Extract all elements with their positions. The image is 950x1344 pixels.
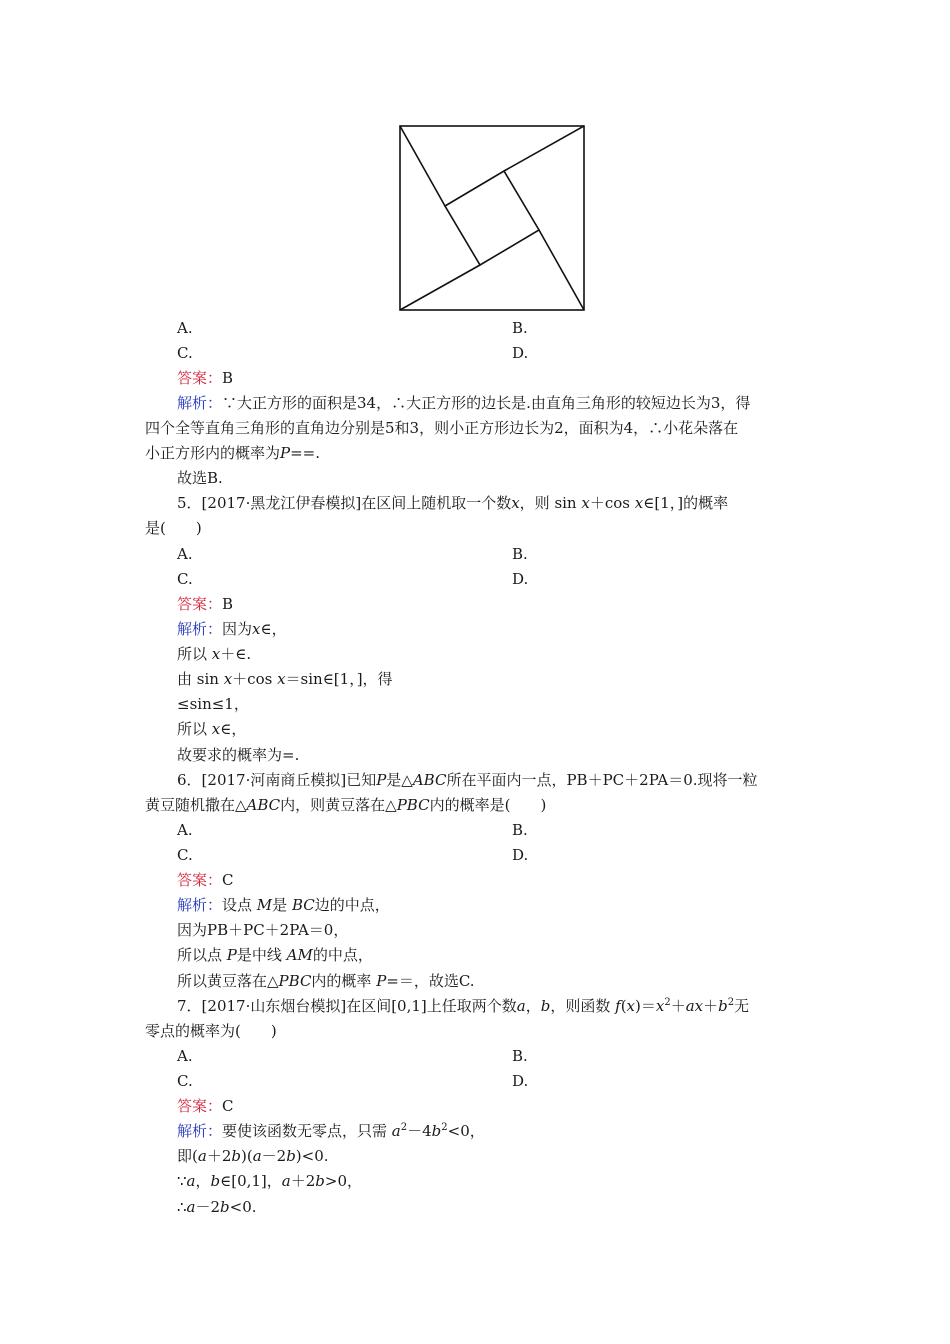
text: ＋cos — [589, 494, 635, 512]
text: ∈[0,1]， — [220, 1172, 282, 1190]
text: 6．[2017·河南商丘模拟]已知 — [177, 771, 377, 789]
var-bc: BC — [291, 896, 315, 914]
var-a: a — [281, 1172, 291, 1190]
var-b: b — [718, 997, 728, 1015]
text: 黄豆随机撒在△ — [145, 796, 247, 814]
var-x: x — [252, 620, 261, 638]
q5-stem-line-2: 是( ) — [145, 519, 202, 537]
q6-analysis-line-1 — [177, 895, 390, 915]
text: >0， — [324, 1172, 363, 1190]
text: 所以 — [177, 645, 212, 663]
var-b: b — [540, 997, 551, 1015]
var-b: b — [210, 1172, 221, 1190]
q4-option-d: D. — [512, 344, 529, 362]
outer-square — [400, 126, 584, 310]
text: －2 — [195, 1198, 221, 1216]
var-pbc: PBC — [396, 796, 430, 814]
q7-option-c: C. — [177, 1072, 193, 1090]
triangle-edge-1 — [400, 126, 445, 206]
text: 是中线 — [236, 946, 287, 964]
text: ，则 sin — [519, 494, 582, 512]
q7-analysis-line-4 — [177, 1197, 257, 1217]
var-x: x — [223, 670, 233, 688]
var-abc: ABC — [246, 796, 281, 814]
q5-analysis-line-4: ≤sin≤1， — [177, 695, 249, 713]
text: 是 — [272, 896, 292, 914]
text: ∈， — [220, 720, 247, 738]
text: )<0. — [295, 1147, 329, 1165]
var-a: a — [186, 1172, 196, 1190]
text: <0， — [447, 1122, 485, 1140]
text: ∵ — [177, 1172, 187, 1190]
text: 由 sin — [177, 670, 224, 688]
var-f: f — [615, 997, 621, 1015]
text: ＋2 — [206, 1147, 232, 1165]
exponent: 2 — [441, 1122, 448, 1133]
text: ( — [620, 997, 627, 1015]
var-a: a — [197, 1147, 207, 1165]
var-a: a — [186, 1198, 196, 1216]
answer-label: 答案： — [177, 595, 223, 613]
var-a: a — [391, 1122, 401, 1140]
var-x: x — [211, 720, 221, 738]
q6-answer — [177, 870, 234, 890]
var-a: a — [252, 1147, 262, 1165]
var-p: P — [226, 946, 237, 964]
text: ∴ — [177, 1198, 187, 1216]
var-p: P — [376, 771, 387, 789]
text: 设点 — [222, 896, 257, 914]
text: 是△ — [386, 771, 413, 789]
exponent: 2 — [727, 997, 735, 1008]
text: 边的中点， — [314, 896, 390, 914]
answer-value: B — [222, 369, 234, 387]
q6-analysis-line-2: 因为PB＋PC＋2PA＝0， — [177, 921, 349, 939]
q5-analysis-line-5 — [177, 719, 246, 739]
var-x: x — [211, 645, 221, 663]
exponent: 2 — [664, 997, 671, 1008]
var-x: x — [634, 494, 644, 512]
q4-analysis-line-4: 故选B. — [177, 469, 223, 487]
text: 内，则黄豆落在△ — [280, 796, 397, 814]
text: 所以 — [177, 720, 212, 738]
text: ＋ — [670, 997, 686, 1015]
q7-option-d: D. — [512, 1072, 529, 1090]
q7-analysis-line-3 — [177, 1171, 362, 1191]
q5-analysis-line-6: 故要求的概率为=. — [177, 746, 300, 764]
q7-analysis-line-2 — [177, 1146, 329, 1166]
var-x: x — [655, 997, 665, 1015]
q6-analysis-line-4 — [177, 971, 475, 991]
q5-option-b: B. — [512, 545, 528, 563]
var-am: AM — [286, 946, 313, 964]
q4-analysis-line-2: 四个全等直角三角形的直角边分别是5和3，则小正方形边长为2，面积为4，∴小花朵落在 — [145, 419, 739, 437]
text: －4 — [407, 1122, 432, 1140]
text: ＝sin∈[1，]，得 — [285, 670, 393, 688]
answer-value: C — [222, 871, 234, 889]
var-b: b — [315, 1172, 325, 1190]
exponent: 2 — [400, 1122, 408, 1133]
q4-analysis-line-1 — [177, 393, 750, 413]
answer-label: 答案： — [177, 871, 223, 889]
q6-option-a: A. — [177, 821, 193, 839]
var-x: x — [581, 494, 590, 512]
analysis-label: 解析： — [177, 1122, 223, 1140]
analysis-label: 解析： — [177, 394, 223, 412]
text: 小正方形内的概率为 — [145, 444, 281, 462]
text: ==. — [290, 444, 321, 462]
text: 7．[2017·山东烟台模拟]在区间[0,1]上任取两个数 — [177, 997, 517, 1015]
text: ∈， — [260, 620, 287, 638]
text: 所在平面内一点，PB＋PC＋2PA＝0.现将一粒 — [446, 771, 758, 789]
var-x: x — [511, 494, 520, 512]
q6-option-b: B. — [512, 821, 528, 839]
q7-answer — [177, 1096, 234, 1116]
q6-stem-line-1 — [177, 770, 758, 790]
q5-analysis-line-2 — [177, 644, 251, 664]
q5-analysis-line-1 — [177, 619, 287, 639]
q7-stem-line-2: 零点的概率为( ) — [145, 1022, 277, 1040]
q4-option-b: B. — [512, 319, 528, 337]
q5-answer — [177, 594, 233, 614]
analysis-label: 解析： — [177, 896, 223, 914]
var-a: a — [516, 997, 526, 1015]
text: 内的概率是( ) — [429, 796, 547, 814]
text: 要使该函数无零点，只需 — [222, 1122, 392, 1140]
triangle-edge-3 — [539, 230, 584, 310]
q4-answer — [177, 368, 233, 388]
q6-stem-line-2 — [145, 795, 546, 815]
text: 内的概率 — [311, 972, 377, 990]
analysis-text: ∵大正方形的面积是34，∴大正方形的边长是.由直角三角形的较短边长为3，得 — [222, 394, 751, 412]
var-pbc: PBC — [278, 972, 312, 990]
text: ＋2 — [290, 1172, 316, 1190]
answer-value: C — [222, 1097, 234, 1115]
text: 因为 — [222, 620, 253, 638]
text: ， — [525, 997, 541, 1015]
text: 无 — [734, 997, 750, 1015]
var-m: M — [256, 896, 273, 914]
text: －2 — [261, 1147, 287, 1165]
q5-option-d: D. — [512, 570, 529, 588]
var-x: x — [277, 670, 286, 688]
q5-option-a: A. — [177, 545, 193, 563]
var-b: b — [431, 1122, 442, 1140]
triangle-edge-2 — [504, 126, 584, 171]
q6-option-d: D. — [512, 846, 529, 864]
text: ， — [195, 1172, 211, 1190]
var-b: b — [220, 1198, 230, 1216]
text: 所以黄豆落在△ — [177, 972, 279, 990]
text: ＋cos — [232, 670, 278, 688]
text: ∈[1，]的概率 — [643, 494, 729, 512]
answer-value: B — [222, 595, 234, 613]
var-b: b — [286, 1147, 296, 1165]
text: ＋∈. — [220, 645, 252, 663]
text: ，则函数 — [550, 997, 616, 1015]
q4-option-a: A. — [177, 319, 193, 337]
answer-label: 答案： — [177, 369, 223, 387]
text: <0. — [229, 1198, 257, 1216]
var-x: x — [626, 997, 636, 1015]
text: ＋ — [703, 997, 719, 1015]
var-abc: ABC — [412, 771, 447, 789]
text: =＝，故选C. — [386, 972, 475, 990]
var-p: P — [280, 444, 291, 462]
q6-analysis-line-3 — [177, 945, 373, 965]
var-p: P — [376, 972, 387, 990]
text: 5．[2017·黑龙江伊春模拟]在区间上随机取一个数 — [177, 494, 512, 512]
q5-analysis-line-3 — [177, 669, 393, 689]
analysis-label: 解析： — [177, 620, 223, 638]
var-ax: ax — [685, 997, 704, 1015]
text: 的中点， — [312, 946, 373, 964]
q5-option-c: C. — [177, 570, 193, 588]
q4-option-c: C. — [177, 344, 193, 362]
q7-stem-line-1 — [177, 996, 749, 1016]
text: 所以点 — [177, 946, 227, 964]
text: 即( — [177, 1147, 198, 1165]
q4-analysis-line-3 — [145, 443, 320, 463]
inner-square — [445, 171, 539, 265]
q7-option-b: B. — [512, 1047, 528, 1065]
text: )( — [240, 1147, 253, 1165]
triangle-edge-4 — [400, 265, 480, 310]
q6-option-c: C. — [177, 846, 193, 864]
q7-analysis-line-1 — [177, 1121, 485, 1141]
answer-label: 答案： — [177, 1097, 223, 1115]
text: )＝ — [635, 997, 656, 1015]
q5-stem-line-1 — [177, 493, 728, 513]
var-b: b — [231, 1147, 241, 1165]
square-pinwheel-figure — [398, 124, 588, 314]
q7-option-a: A. — [177, 1047, 193, 1065]
